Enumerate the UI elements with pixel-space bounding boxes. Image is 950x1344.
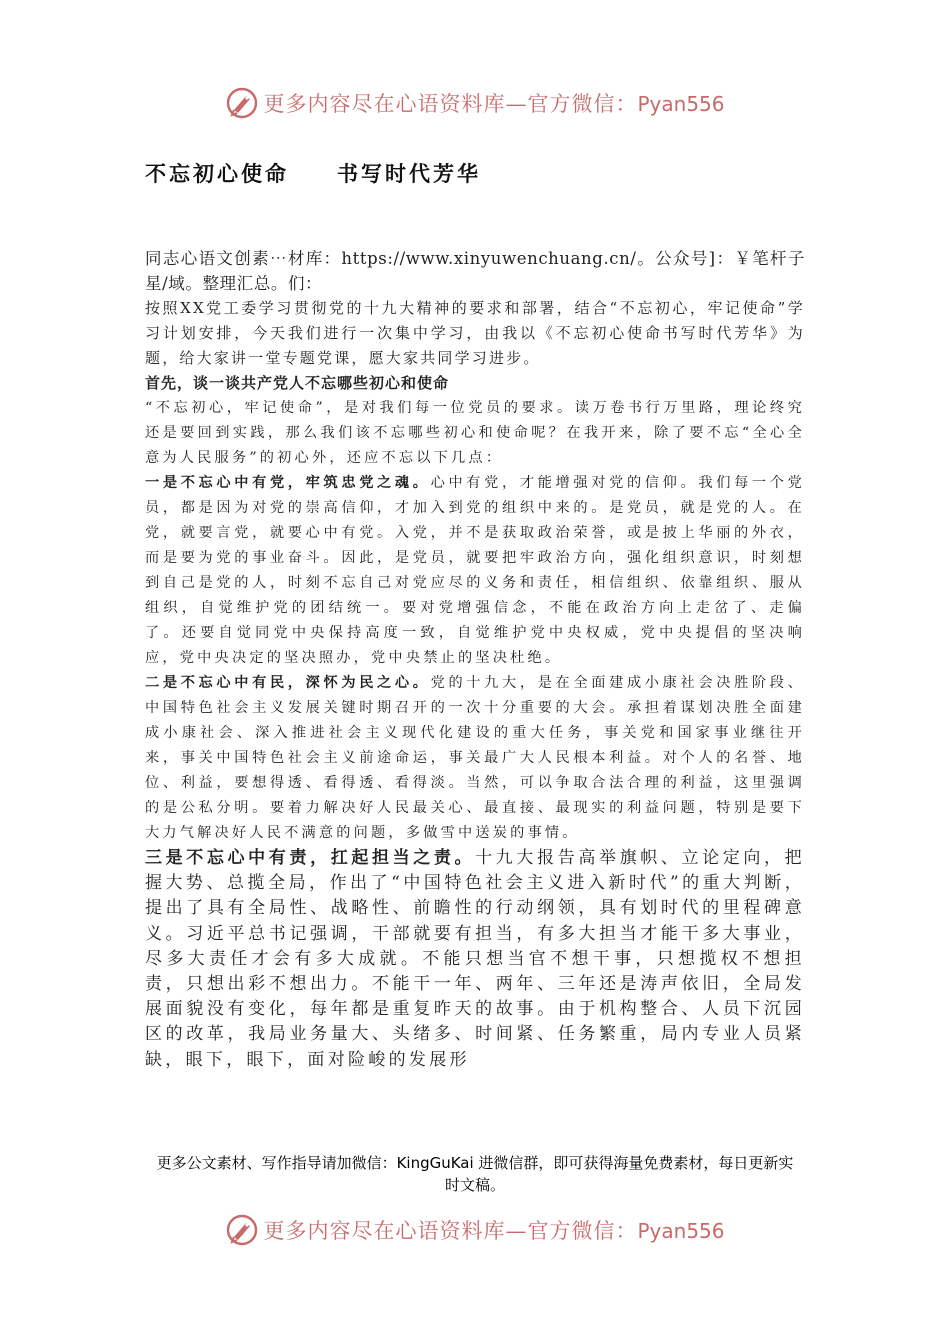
source-line: 同志心语文创素⋯材库：https://www.xinyuwenchuang.cn/。公众号]：￥笔杆子星/域。整理汇总。们：: [145, 249, 805, 293]
point-one-body: 心中有党，才能增强对党的信仰。我们每一个党员，都是因为对党的崇高信仰，才加入到党的组织中来的。是党员，就是党的人。在党，就要言党，就要心中有党。入党，并不是获取政治荣誉，或是披上华丽的外衣，而是要为党的事业奋斗。因此，是党员，就要把牢政治方向，强化组织意识，时刻想到自己是党的人，时刻不忘自己对党应尽的义务和责任，相信组织、依靠组织、服从组织，自觉维护党的团结统一。要对党增强信念，不能在政治方向上走岔了、走偏了。还要自觉同党中央保持高度一致，自觉维护党中央权威，党中央提倡的坚决响应，党中央决定的坚决照办，党中央禁止的坚决杜绝。: [145, 475, 806, 666]
point-one-paragraph: [145, 471, 805, 671]
document-title: 不忘初心使命 书写时代芳华: [145, 162, 481, 186]
pen-nib-logo-icon: [225, 1213, 259, 1247]
footer-note: 更多公文素材、写作指导请加微信：KingGuKai 进微信群，即可获得海量免费素材，每日更新实时文稿。: [156, 1154, 794, 1194]
paragraph-1: “不忘初心，牢记使命”，是对我们每一位党员的要求。读万卷书行万里路，理论终究还是要回到实践，那么我们该不忘哪些初心和使命呢？在我开来，除了要不忘“全心全意为人民服务”的初心外，还应不忘以下几点：: [145, 400, 805, 466]
intro-paragraph: 按照XX党工委学习贯彻党的十九大精神的要求和部署，结合“不忘初心，牢记使命”学习计划安排，今天我们进行一次集中学习，由我以《不忘初心使命书写时代芳华》为题，给大家讲一堂专题党课，愿大家共同学习进步。: [145, 299, 805, 367]
document-body: [145, 246, 805, 1073]
point-three-lead: 三是不忘心中有责，扛起担当之责。: [145, 848, 476, 868]
point-three-body: 十九大报告高举旗帜、立论定向，把握大势、总揽全局，作出了“中国特色社会主义进入新时代”的重大判断，提出了具有全局性、战略性、前瞻性的行动纲领，具有划时代的里程碑意义。习近平总书记强调，干部就要有担当，有多大担当才能干多大事业，尽多大责任才会有多大成就。不能只想当官不想干事，只想揽权不想担责，只想出彩不想出力。不能干一年、两年、三年还是涛声依旧，全局发展面貌没有变化，每年都是重复昨天的故事。由于机构整合、人员下沉园区的改革，我局业务量大、头绪多、时间紧、任务繁重，局内专业人员紧缺，眼下，眼下，面对险峻的发展形: [145, 848, 805, 1070]
bottom-watermark-banner: [0, 1210, 950, 1250]
section-heading: 首先，谈一谈共产党人不忘哪些初心和使命: [145, 374, 450, 392]
top-watermark-banner: [0, 83, 950, 123]
point-two-lead: 二是不忘心中有民，深怀为民之心。: [145, 675, 431, 691]
point-one-lead: 一是不忘心中有党，牢筑忠党之魂。: [145, 475, 431, 491]
banner-text: 更多内容尽在心语资料库—官方微信：Pyan556: [263, 92, 725, 116]
point-two-paragraph: [145, 671, 805, 846]
banner-text: 更多内容尽在心语资料库—官方微信：Pyan556: [263, 1219, 725, 1243]
banner-wechat-id: Pyan556: [637, 1219, 725, 1243]
banner-wechat-id: Pyan556: [637, 92, 725, 116]
point-two-body: 党的十九大，是在全面建成小康社会决胜阶段、中国特色社会主义发展关键时期召开的一次十分重要的大会。承担着谋划决胜全面建成小康社会、深入推进社会主义现代化建设的重大任务，事关党和国家事业继往开来，事关中国特色社会主义前途命运，事关最广大人民根本利益。对个人的名誉、地位、利益，要想得透、看得透、看得淡。当然，可以争取合法合理的利益，这里强调的是公私分明。要着力解决好人民最关心、最直接、最现实的利益问题，特别是要下大力气解决好人民不满意的问题，多做雪中送炭的事情。: [145, 675, 806, 841]
point-three-paragraph: [145, 846, 805, 1073]
pen-nib-logo-icon: [225, 86, 259, 120]
